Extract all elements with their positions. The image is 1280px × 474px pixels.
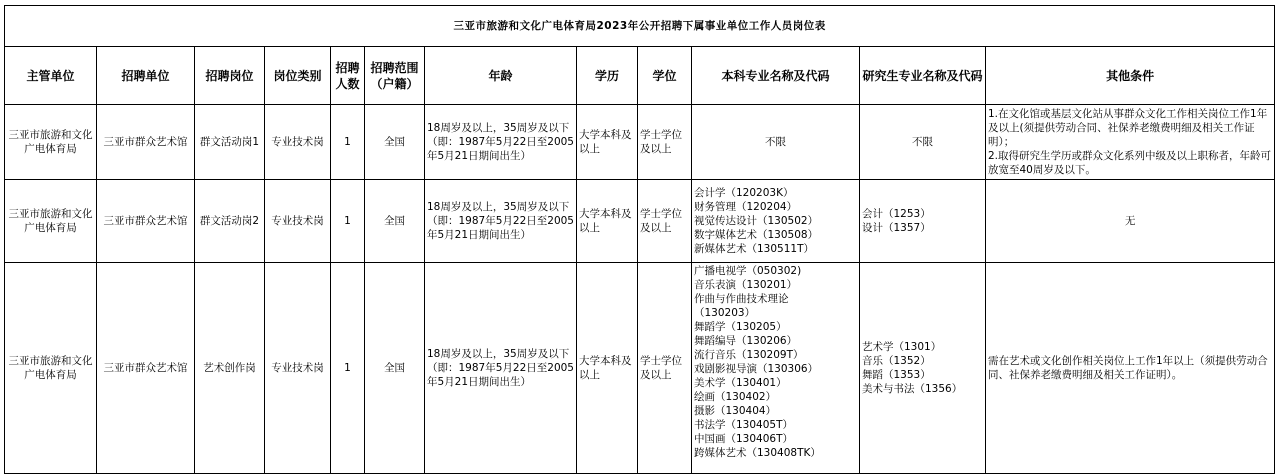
other-item: 需在艺术或文化创作相关岗位上工作1年以上（须提供劳动合同、社保养老缴费明细及相关工作证明）。 (988, 355, 1268, 381)
header-edu: 学历 (577, 47, 638, 105)
header-category: 岗位类别 (265, 47, 331, 105)
cell-unit: 三亚市群众艺术馆 (97, 180, 195, 263)
other-item: 2.取得研究生学历或群众文化系列中级及以上职称者，年龄可放宽至40周岁及以下。 (988, 150, 1272, 176)
undergrad-item: 音乐表演（130201） (694, 279, 798, 291)
header-age: 年龄 (425, 47, 577, 105)
cell-age: 18周岁及以上，35周岁及以下（即：1987年5月22日至2005年5月21日期间出生） (425, 105, 577, 180)
cell-edu: 大学本科及以上 (577, 105, 638, 180)
cell-dept: 三亚市旅游和文化广电体育局 (5, 105, 97, 180)
undergrad-item: 摄影（130404） (694, 405, 777, 417)
header-count: 招聘人数 (331, 47, 365, 105)
cell-category: 专业技术岗 (265, 105, 331, 180)
cell-age: 18周岁及以上，35周岁及以下（即：1987年5月22日至2005年5月21日期间出生） (425, 263, 577, 474)
position-table (4, 5, 1275, 474)
grad-item: 美术与书法（1356） (862, 383, 963, 395)
table-row (5, 105, 1275, 180)
cell-grad (860, 105, 986, 180)
cell-grad (860, 180, 986, 263)
cell-post: 群文活动岗1 (195, 105, 265, 180)
undergrad-item: 舞蹈编导（130206） (694, 335, 798, 347)
header-scope: 招聘范围（户籍） (365, 47, 425, 105)
cell-edu: 大学本科及以上 (577, 263, 638, 474)
header-degree: 学位 (638, 47, 692, 105)
cell-post: 艺术创作岗 (195, 263, 265, 474)
grad-item: 艺术学（1301） (862, 341, 942, 353)
undergrad-item: 广播电视学（050302) (694, 265, 802, 277)
cell-age: 18周岁及以上，35周岁及以下（即：1987年5月22日至2005年5月21日期间出生） (425, 180, 577, 263)
undergrad-item: 跨媒体艺术（130408TK） (694, 447, 821, 459)
cell-grad (860, 263, 986, 474)
cell-unit: 三亚市群众艺术馆 (97, 263, 195, 474)
cell-count: 1 (331, 180, 365, 263)
cell-scope: 全国 (365, 180, 425, 263)
cell-count: 1 (331, 105, 365, 180)
cell-other (986, 263, 1275, 474)
undergrad-item: 会计学（120203K） (694, 187, 794, 199)
page-title: 三亚市旅游和文化广电体育局2023年公开招聘下属事业单位工作人员岗位表 (5, 6, 1275, 47)
grad-item: 会计（1253） (862, 208, 931, 220)
cell-degree: 学士学位及以上 (638, 180, 692, 263)
cell-dept: 三亚市旅游和文化广电体育局 (5, 263, 97, 474)
other-item: 无 (1124, 215, 1136, 227)
cell-degree: 学士学位及以上 (638, 105, 692, 180)
undergrad-item: 美术学（130401） (694, 377, 787, 389)
cell-edu: 大学本科及以上 (577, 180, 638, 263)
cell-scope: 全国 (365, 263, 425, 474)
undergrad-item: 视觉传达设计（130502） (694, 215, 819, 227)
header-other: 其他条件 (986, 47, 1275, 105)
cell-count: 1 (331, 263, 365, 474)
undergrad-item: 新媒体艺术（130511T） (694, 243, 814, 255)
cell-undergrad (692, 180, 860, 263)
undergrad-item: （130203） (694, 307, 756, 319)
cell-category: 专业技术岗 (265, 180, 331, 263)
header-post: 招聘岗位 (195, 47, 265, 105)
grad-item: 音乐（1352） (862, 355, 931, 367)
undergrad-item: 绘画（130402） (694, 391, 777, 403)
undergrad-item: 中国画（130406T） (694, 433, 793, 445)
undergrad-item: 舞蹈学（130205） (694, 321, 787, 333)
undergrad-item: 数字媒体艺术（130508） (694, 229, 819, 241)
undergrad-item: 书法学（130405T） (694, 419, 793, 431)
table-row (5, 180, 1275, 263)
cell-scope: 全国 (365, 105, 425, 180)
cell-undergrad (692, 105, 860, 180)
header-unit: 招聘单位 (97, 47, 195, 105)
grad-item: 设计（1357） (862, 222, 931, 234)
header-row (5, 47, 1275, 105)
undergrad-item: 财务管理（120204） (694, 201, 798, 213)
header-dept: 主管单位 (5, 47, 97, 105)
cell-degree: 学士学位及以上 (638, 263, 692, 474)
undergrad-item: 作曲与作曲技术理论 (694, 293, 789, 305)
cell-category: 专业技术岗 (265, 263, 331, 474)
undergrad-item: 不限 (765, 136, 786, 148)
undergrad-item: 流行音乐（130209T） (694, 349, 804, 361)
cell-other (986, 105, 1275, 180)
cell-post: 群文活动岗2 (195, 180, 265, 263)
grad-item: 不限 (912, 136, 933, 148)
cell-undergrad (692, 263, 860, 474)
grad-item: 舞蹈（1353） (862, 369, 931, 381)
other-item: 1.在文化馆或基层文化站从事群众文化工作相关岗位工作1年及以上(须提供劳动合同、社保养老缴费明细及相关工作证明）； (988, 108, 1268, 148)
header-undergrad: 本科专业名称及代码 (692, 47, 860, 105)
table-row (5, 263, 1275, 474)
header-grad: 研究生专业名称及代码 (860, 47, 986, 105)
undergrad-item: 戏剧影视导演（130306） (694, 363, 819, 375)
cell-other (986, 180, 1275, 263)
cell-unit: 三亚市群众艺术馆 (97, 105, 195, 180)
cell-dept: 三亚市旅游和文化广电体育局 (5, 180, 97, 263)
